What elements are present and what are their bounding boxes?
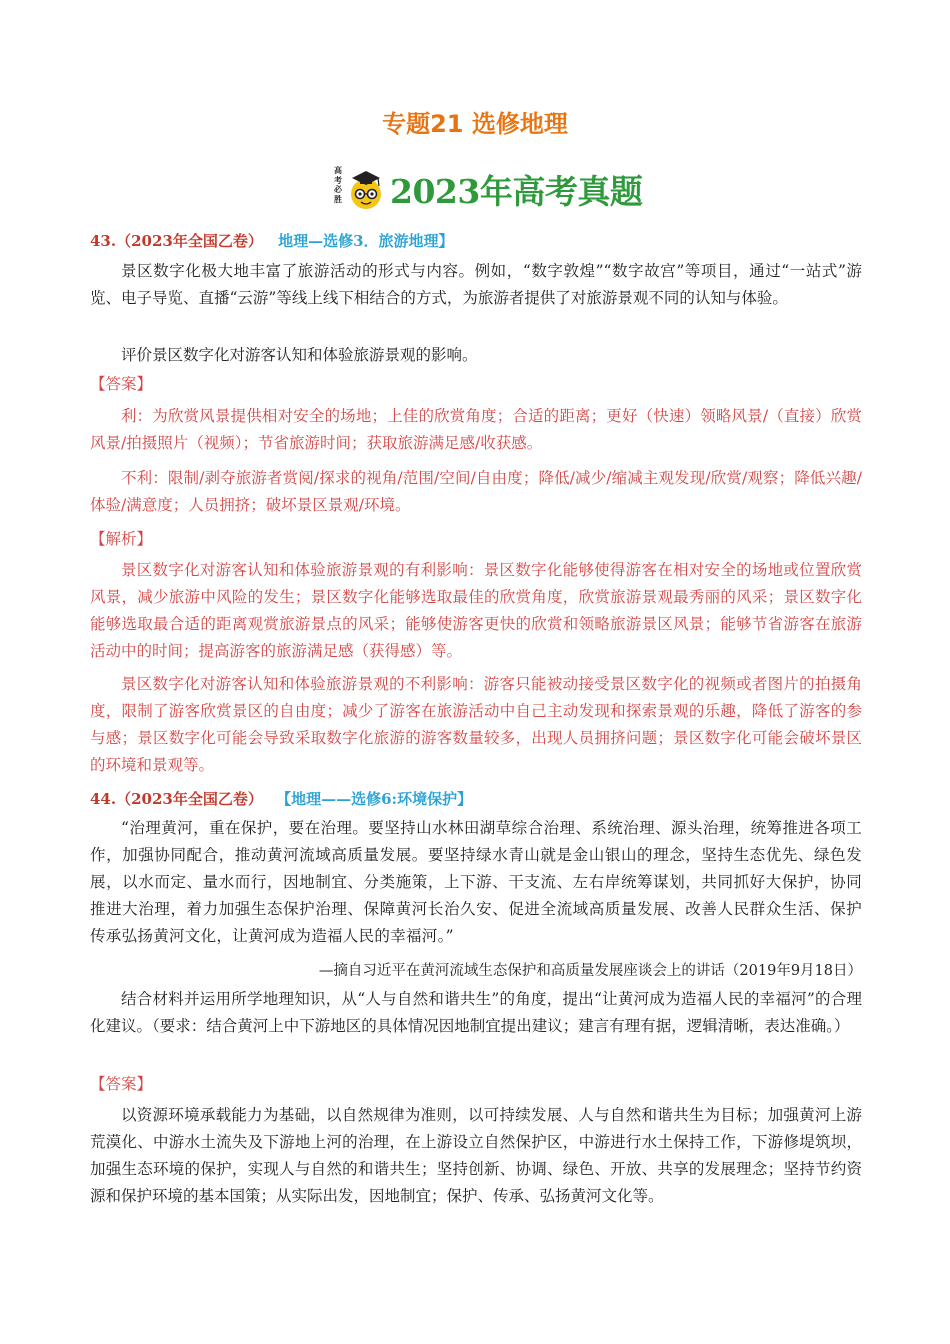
question-44-tag: 【地理——选修6:环境保护】 [276,790,473,808]
question-44-quote: “治理黄河，重在保护，要在治理。要坚持山水林田湖草综合治理、系统治理、源头治理，统筹推进各项工作，加强协同配合，推动黄河流域高质量发展。要坚持绿水青山就是金山银山的理念，坚持生态优先、绿色发展，以水而定、量水而行，因地制宜、分类施策，上下游、干支流、左右岸统筹谋划，共同抓好大保护，协同推进大治理，着力加强生态保护治理、保障黄河长治久安、促进全流域高质量发展、改善人民群众生活、保护传承弘扬黄河文化，让黄河成为造福人民的幸福河。” [90,819,862,945]
graduate-mascot-logo [332,164,388,214]
question-43-prompt: 评价景区数字化对游客认知和体验旅游景观的影响。 [121,346,478,364]
question-43-answer-label: 【答案】 [90,375,153,393]
question-44-answer: 以资源环境承载能力为基础，以自然规律为准则，以可持续发展、人与自然和谐共生为目标；加强黄河上游荒漠化、中游水土流失及下游地上河的治理，在上游设立自然保护区，中游进行水土保持工作，下游修堤筑坝，加强生态环境的保护，实现人与自然的和谐共生；坚持创新、协调、绿色、开放、共享的发展理念；坚持节约资源和保护环境的基本国策；从实际出发，因地制宜；保护、传承、弘扬黄河文化等。 [90,1106,862,1205]
question-44-answer-label: 【答案】 [90,1075,153,1093]
banner-title: 2023年高考真题 [390,171,643,211]
question-43-header [90,230,454,251]
question-44-attribution: —摘自习近平在黄河流域生态保护和高质量发展座谈会上的讲话（2019年9月18日） [318,963,862,979]
question-44-number: 44.（2023年全国乙卷） [90,790,263,808]
question-44-prompt: 结合材料并运用所学地理知识，从“人与自然和谐共生”的角度，提出“让黄河成为造福人民的幸福河”的合理化建议。（要求：结合黄河上中下游地区的具体情况因地制宜提出建议；建言有理有据，逻辑清晰，表达准确。） [90,990,862,1035]
question-43-analysis-advantages: 景区数字化对游客认知和体验旅游景观的有利影响：景区数字化能够使得游客在相对安全的场地或位置欣赏风景，减少旅游中风险的发生；景区数字化能够选取最佳的欣赏角度，欣赏旅游景观最秀丽的风采；景区数字化能够选取最合适的距离观赏旅游景点的风采；能够使游客更快的欣赏和领略旅游景区风景；能够节省游客在旅游活动中的时间；提高游客的旅游满足感（获得感）等。 [90,561,862,660]
question-43-number: 43.（2023年全国乙卷） [90,232,263,250]
question-43-tag: 地理—选修3．旅游地理】 [278,232,454,250]
question-43-analysis-disadvantages: 景区数字化对游客认知和体验旅游景观的不利影响：游客只能被动接受景区数字化的视频或者图片的拍摄角度，限制了游客欣赏景区的自由度；减少了游客在旅游活动中自己主动发现和探索景观的乐趣，降低了游客的参与感；景区数字化可能会导致采取数字化旅游的游客数量较多，出现人员拥挤问题；景区数字化可能会破坏景区的环境和景观等。 [90,675,862,774]
page-title: 专题21 选修地理 [382,110,568,138]
question-43-answer-advantages: 利：为欣赏风景提供相对安全的场地；上佳的欣赏角度；合适的距离；更好（快速）领略风景/（直接）欣赏风景/拍摄照片（视频）；节省旅游时间；获取旅游满足感/收获感。 [90,407,862,452]
question-43-answer-disadvantages: 不利：限制/剥夺旅游者赏阅/探求的视角/范围/空间/自由度；降低/减少/缩减主观发现/欣赏/观察；降低兴趣/体验/满意度；人员拥挤；破坏景区景观/环境。 [90,469,862,514]
logo-vertical-text: 高 考 必 胜 [334,166,342,204]
question-43-analysis-label: 【解析】 [90,530,153,548]
question-43-material: 景区数字化极大地丰富了旅游活动的形式与内容。例如，“数字敦煌”“数字故宫”等项目，通过“一站式”游览、电子导览、直播“云游”等线上线下相结合的方式，为旅游者提供了对旅游景观不同的认知与体验。 [90,262,862,307]
question-44-header [90,788,472,809]
exam-banner [332,164,642,214]
